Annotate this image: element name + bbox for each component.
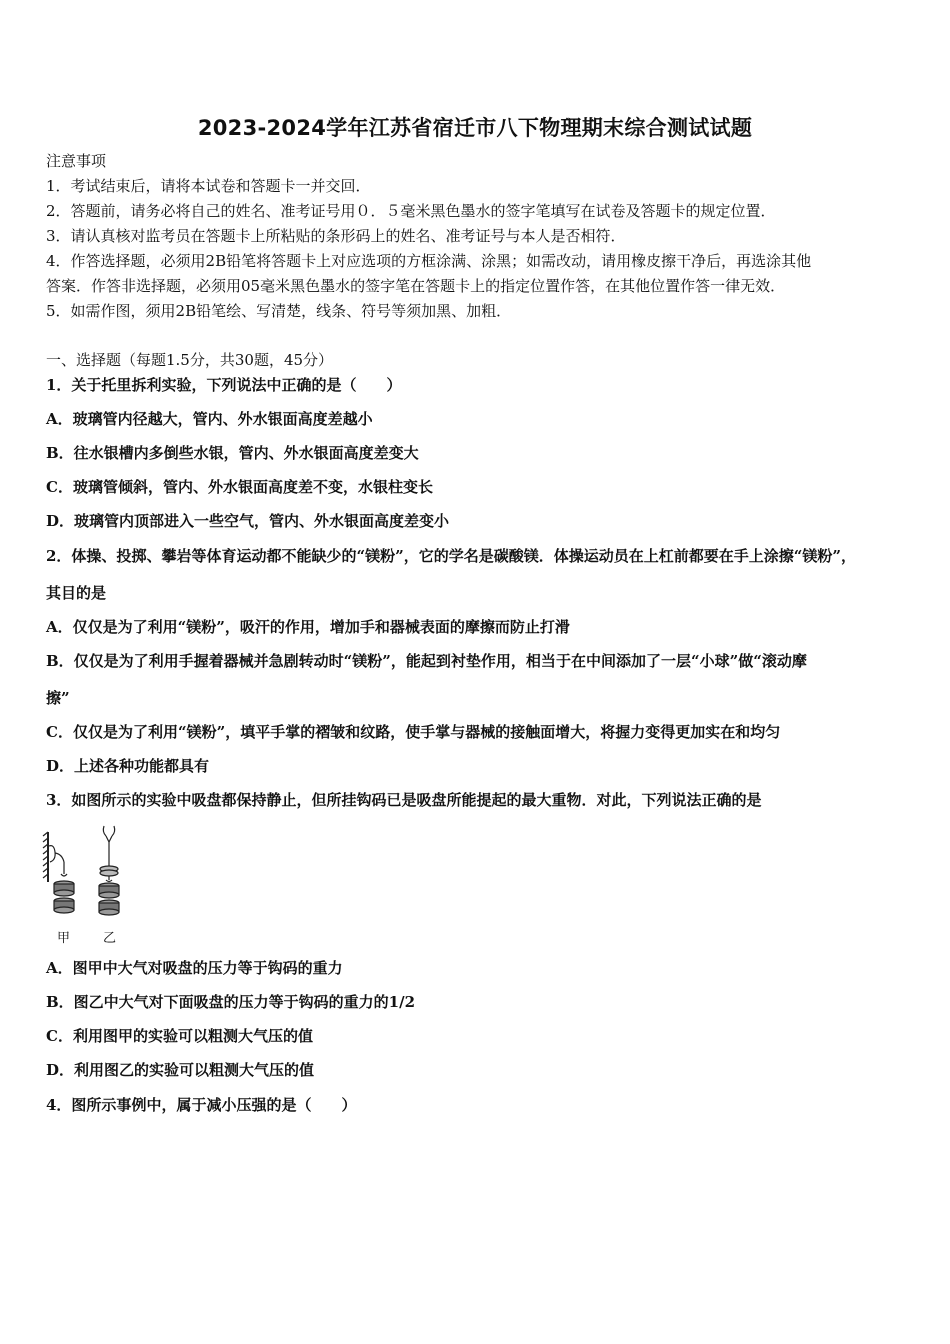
section-heading: 一、选择题（每题1.5分，共30题，45分）	[46, 351, 334, 369]
question-1-option-a: A．玻璃管内径越大，管内、外水银面高度差越小	[46, 410, 373, 428]
notes-item: 1．考试结束后，请将本试卷和答题卡一并交回．	[46, 177, 371, 195]
question-2-option-a: A．仅仅是为了利用“镁粉”，吸汗的作用，增加手和器械表面的摩擦而防止打滑	[46, 618, 570, 636]
question-2-stem-line1: 2．体操、投掷、攀岩等体育运动都不能缺少的“镁粉”，它的学名是碳酸镁．体操运动员在上杠前都要在手上涂擦“镁粉”，	[46, 547, 856, 565]
question-2-option-c: C．仅仅是为了利用“镁粉”，填平手掌的褶皱和纹路，使手掌与器械的接触面增大，将握力变得更加实在和均匀	[46, 723, 781, 741]
question-3-stem: 3．如图所示的实验中吸盘都保持静止，但所挂钩码已是吸盘所能提起的最大重物．对此，下列说法正确的是	[46, 791, 762, 809]
question-3-option-d: D．利用图乙的实验可以粗测大气压的值	[46, 1061, 315, 1079]
notes-item: 答案．作答非选择题，必须用05毫米黑色墨水的签字笔在答题卡上的指定位置作答，在其他位置作答一律无效．	[46, 277, 786, 295]
notes-item: 4．作答选择题，必须用2B铅笔将答题卡上对应选项的方框涂满、涂黑；如需改动，请用橡皮擦干净后，再选涂其他	[46, 252, 812, 270]
notes-item: 5．如需作图，须用2B铅笔绘、写清楚，线条、符号等须加黑、加粗．	[46, 302, 512, 320]
question-2-option-b-line2: 擦”	[46, 689, 70, 707]
notes-item: 2．答题前，请务必将自己的姓名、准考证号用０．５毫米黑色墨水的签字笔填写在试卷及答题卡的规定位置．	[46, 202, 776, 220]
notes-heading: 注意事项	[46, 152, 107, 170]
question-3-option-b: B．图乙中大气对下面吸盘的压力等于钩码的重力的1/2	[46, 993, 416, 1011]
question-2-stem-line2: 其目的是	[46, 584, 107, 602]
question-2-option-b-line1: B．仅仅是为了利用手握着器械并急剧转动时“镁粉”，能起到衬垫作用，相当于在中间添加了一层“小球”做“滚动摩	[46, 652, 807, 670]
figure-jia	[43, 832, 74, 913]
figure-label-jia: 甲	[57, 931, 71, 946]
question-1-option-c: C．玻璃管倾斜，管内、外水银面高度差不变，水银柱变长	[46, 478, 433, 496]
question-1-option-d: D．玻璃管内顶部进入一些空气，管内、外水银面高度差变小	[46, 512, 450, 530]
page-title: 2023-2024学年江苏省宿迁市八下物理期末综合测试试题	[197, 116, 753, 140]
question-1-stem: 1．关于托里拆利实验，下列说法中正确的是（ ）	[46, 376, 402, 394]
question-3-option-a: A．图甲中大气对吸盘的压力等于钩码的重力	[46, 959, 343, 977]
figure-label-yi: 乙	[103, 931, 117, 946]
question-3-option-c: C．利用图甲的实验可以粗测大气压的值	[46, 1027, 313, 1045]
notes-item: 3．请认真核对监考员在答题卡上所粘贴的条形码上的姓名、准考证号与本人是否相符．	[46, 227, 626, 245]
suction-cup-figure	[40, 822, 150, 952]
question-1-option-b: B．往水银槽内多倒些水银，管内、外水银面高度差变大	[46, 444, 419, 462]
figure-yi	[99, 826, 119, 915]
question-2-option-d: D．上述各种功能都具有	[46, 757, 210, 775]
question-4-stem: 4．图所示事例中，属于减小压强的是（ ）	[46, 1096, 357, 1114]
suction-cup-diagram	[40, 822, 150, 932]
